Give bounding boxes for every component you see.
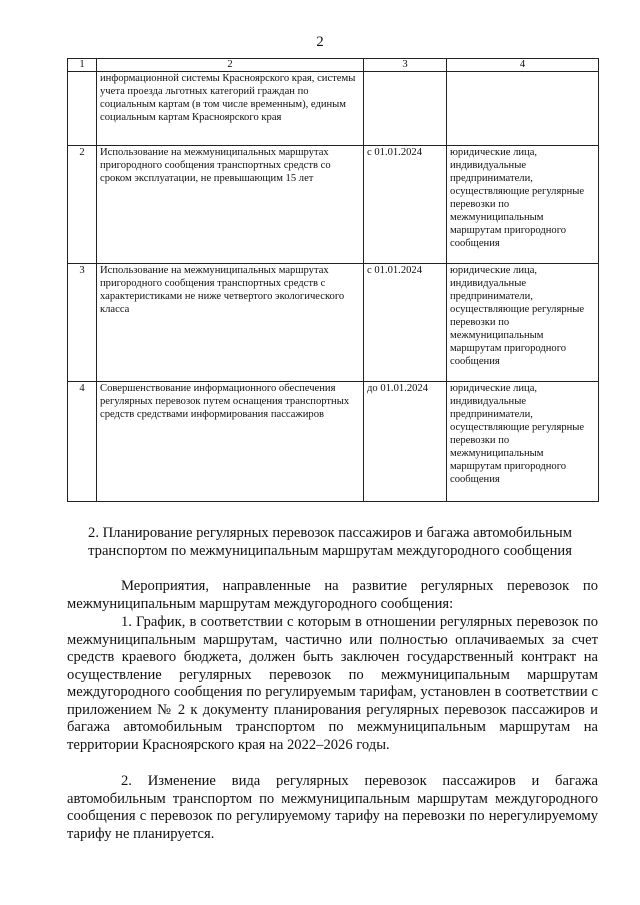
intro-paragraph (67, 578, 598, 613)
section-heading (60, 524, 600, 560)
row-number (68, 72, 97, 146)
column-header: 2 (97, 59, 364, 72)
row-number: 2 (68, 146, 97, 264)
date-cell: с 01.01.2024 (364, 264, 447, 382)
paragraph-text: 2. Изменение вида регулярных перевозок пассажиров и багажа автомобильным транспортом по межмуниципальным маршрутам междугородного сообщения с перевозок по регулируемому тарифу на перевозки по нерегулируемому тарифу не планируется. (67, 773, 598, 842)
table-row (68, 72, 599, 146)
table-row (68, 382, 599, 502)
activity-cell: информационной системы Красноярского края, системы учета проезда льготных категорий граждан по социальным картам (в том числе временным), единым социальным картам Красноярского края (97, 72, 364, 146)
item-1-paragraph (67, 614, 598, 754)
executors-cell: юридические лица, индивидуальные предприниматели, осуществляющие регулярные перевозки по межмуниципальным маршрутам пригородного сообщения (447, 146, 599, 264)
table-row (68, 264, 599, 382)
table-header-row (68, 59, 599, 72)
activity-cell: Совершенствование информационного обеспечения регулярных перевозок путем оснащения транспортных средств средствами информирования пассажиров (97, 382, 364, 502)
measures-table (67, 58, 599, 502)
column-header: 4 (447, 59, 599, 72)
activity-cell: Использование на межмуниципальных маршрутах пригородного сообщения транспортных средств со сроком эксплуатации, не превышающим 15 лет (97, 146, 364, 264)
paragraph-text: Мероприятия, направленные на развитие регулярных перевозок по межмуниципальным маршрутам междугородного сообщения: (67, 578, 598, 612)
column-header: 3 (364, 59, 447, 72)
paragraph-text: 1. График, в соответствии с которым в отношении регулярных перевозок по межмуниципальным маршрутам, частично или полностью оплачиваемых за счет средств краевого бюджета, должен быть заключен государственный контракт на осуществление регулярных перевозок по межмуниципальным маршрутам междугородного сообщения по регулируемым тарифам, установлен в соответствии с приложением № 2 к документу планирования регулярных перевозок пассажиров и багажа автомобильным транспортом по межмуниципальным маршрутам на территории Красноярского края на 2022–2026 годы. (67, 614, 598, 753)
row-number: 3 (68, 264, 97, 382)
section-heading-line: 2. Планирование регулярных перевозок пассажиров и багажа автомобильным (88, 525, 572, 541)
item-2-paragraph (67, 773, 598, 843)
column-header: 1 (68, 59, 97, 72)
row-number: 4 (68, 382, 97, 502)
section-heading-line: транспортом по межмуниципальным маршрутам междугородного сообщения (88, 543, 572, 559)
executors-cell (447, 72, 599, 146)
date-cell: до 01.01.2024 (364, 382, 447, 502)
table-row (68, 146, 599, 264)
activity-cell: Использование на межмуниципальных маршрутах пригородного сообщения транспортных средств с характеристиками не ниже четвертого экологического класса (97, 264, 364, 382)
page-number: 2 (316, 34, 324, 50)
executors-cell: юридические лица, индивидуальные предприниматели, осуществляющие регулярные перевозки по межмуниципальным маршрутам пригородного сообщения (447, 264, 599, 382)
executors-cell: юридические лица, индивидуальные предприниматели, осуществляющие регулярные перевозки по межмуниципальным маршрутам пригородного сообщения (447, 382, 599, 502)
date-cell: с 01.01.2024 (364, 146, 447, 264)
date-cell (364, 72, 447, 146)
